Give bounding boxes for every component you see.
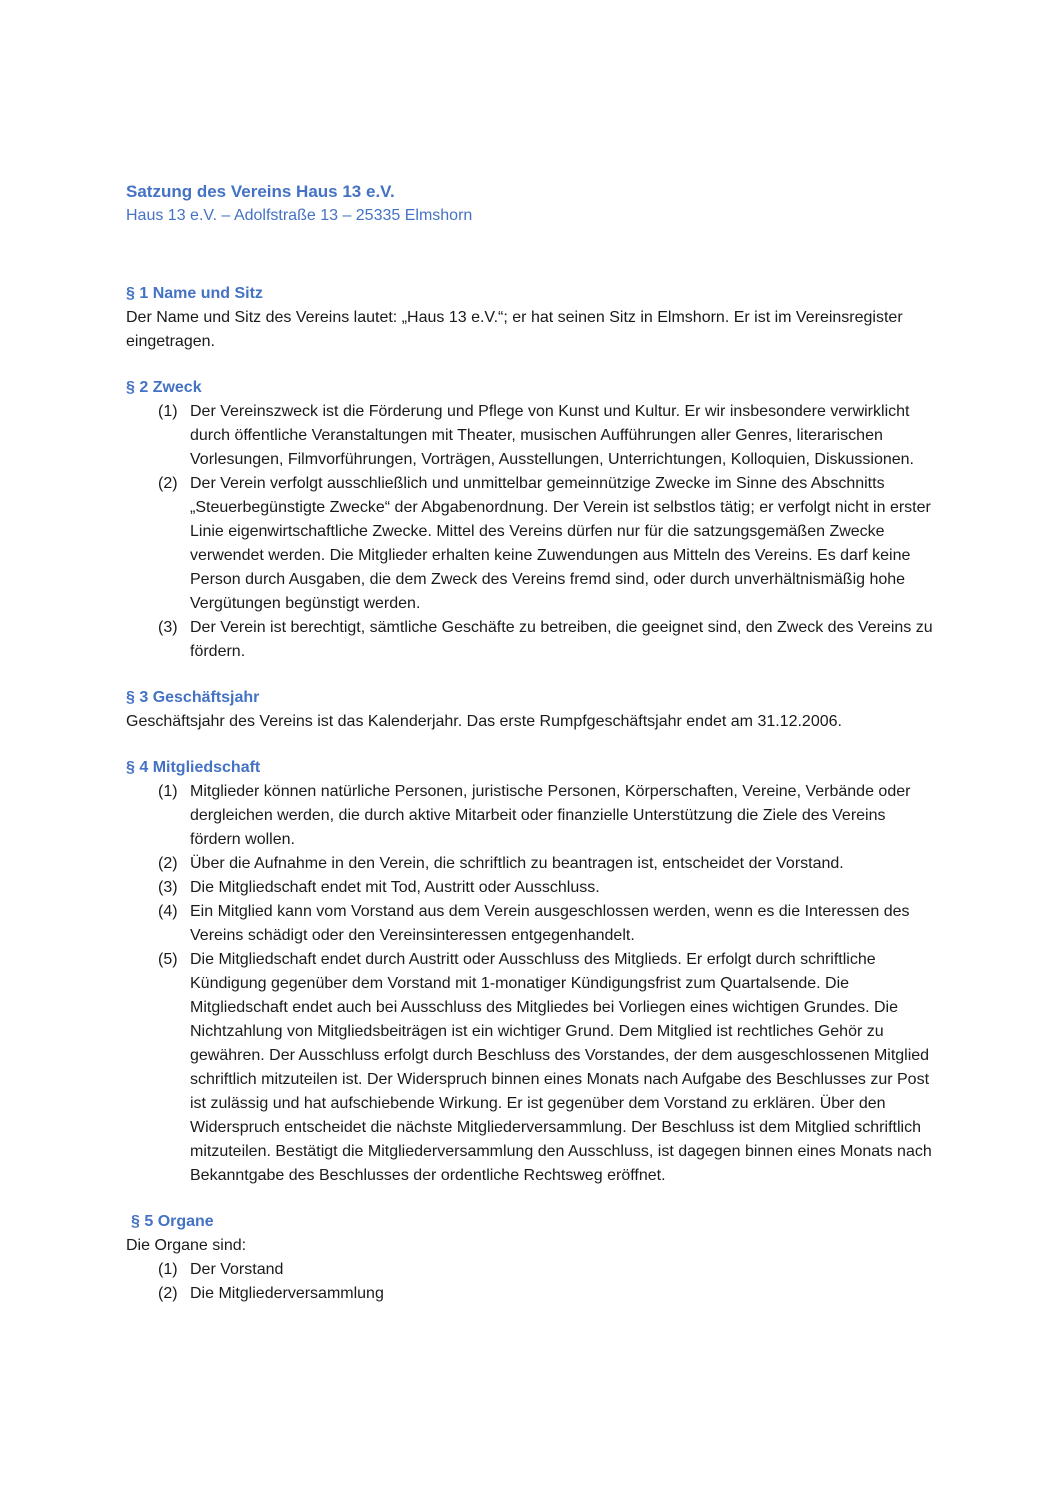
document-title: Satzung des Vereins Haus 13 e.V. bbox=[126, 182, 395, 201]
list-item-text: Die Mitgliedschaft endet mit Tod, Austritt oder Ausschluss. bbox=[190, 879, 600, 896]
list-item-text: Der Verein ist berechtigt, sämtliche Geschäfte zu betreiben, die geeignet sind, den Zweck des Vereins zu fördern. bbox=[190, 619, 933, 660]
section-membership bbox=[126, 756, 936, 1188]
list-item-text: Mitglieder können natürliche Personen, juristische Personen, Körperschaften, Vereine, Verbände oder dergleichen werden, die durch aktive Mitarbeit oder finanzielle Unterstützung die Ziele des Vereins fördern wollen. bbox=[190, 783, 911, 848]
list-item bbox=[126, 1282, 936, 1306]
list-number: (1) bbox=[158, 403, 178, 420]
numbered-list bbox=[126, 780, 936, 1188]
list-number: (2) bbox=[158, 475, 178, 492]
list-item bbox=[126, 876, 936, 900]
section-heading: § 1 Name und Sitz bbox=[126, 285, 263, 302]
list-item bbox=[126, 900, 936, 948]
numbered-list bbox=[126, 1258, 936, 1306]
list-item-text: Die Mitgliederversammlung bbox=[190, 1285, 384, 1302]
list-number: (5) bbox=[158, 951, 178, 968]
section-heading: § 3 Geschäftsjahr bbox=[126, 689, 260, 706]
list-number: (2) bbox=[158, 855, 178, 872]
list-item-text: Ein Mitglied kann vom Vorstand aus dem Verein ausgeschlossen werden, wenn es die Interessen des Vereins schädigt oder den Vereinsinteressen entgegenhandelt. bbox=[190, 903, 910, 944]
list-item bbox=[126, 400, 936, 472]
section-name-and-seat bbox=[126, 282, 936, 354]
list-item bbox=[126, 616, 936, 664]
section-purpose bbox=[126, 376, 936, 664]
section-text: Geschäftsjahr des Vereins ist das Kalenderjahr. Das erste Rumpfgeschäftsjahr endet am 31.12.2006. bbox=[126, 713, 842, 730]
list-number: (2) bbox=[158, 1285, 178, 1302]
document-page bbox=[126, 180, 936, 1328]
section-text: Der Name und Sitz des Vereins lautet: „Haus 13 e.V.“; er hat seinen Sitz in Elmshorn. Er ist im Vereinsregister eingetragen. bbox=[126, 309, 903, 350]
list-item bbox=[126, 948, 936, 1188]
section-organs bbox=[126, 1210, 936, 1306]
list-item-text: Der Vorstand bbox=[190, 1261, 284, 1278]
list-item-text: Der Verein verfolgt ausschließlich und unmittelbar gemeinnützige Zwecke im Sinne des Abschnitts „Steuerbegünstigte Zwecke“ der Abgabenordnung. Der Verein ist selbstlos tätig; er verfolgt nicht in erster Linie eigenwirtschaftliche Zwecke. Mittel des Vereins dürfen nur für die satzungsgemäßen Zwecke verwendet werden. Die Mitglieder erhalten keine Zuwendungen aus Mitteln des Vereins. Es darf keine Person durch Ausgaben, die dem Zweck des Vereins fremd sind, oder durch unverhältnismäßig hohe Vergütungen begünstigt werden. bbox=[190, 475, 931, 612]
section-fiscal-year bbox=[126, 686, 936, 734]
numbered-list bbox=[126, 400, 936, 664]
list-number: (3) bbox=[158, 619, 178, 636]
list-item-text: Der Vereinszweck ist die Förderung und Pflege von Kunst und Kultur. Er wir insbesondere verwirklicht durch öffentliche Veranstaltungen mit Theater, musischen Aufführungen aller Genres, literarischen Vorlesungen, Filmvorführungen, Vorträgen, Ausstellungen, Unterrichtungen, Kolloquien, Diskussionen. bbox=[190, 403, 914, 468]
list-number: (1) bbox=[158, 783, 178, 800]
section-text: Die Organe sind: bbox=[126, 1237, 247, 1254]
list-item bbox=[126, 852, 936, 876]
list-item-text: Die Mitgliedschaft endet durch Austritt oder Ausschluss des Mitglieds. Er erfolgt durch schriftliche Kündigung gegenüber dem Vorstand mit 1-monatiger Kündigungsfrist zum Quartalsende. Die Mitgliedschaft endet auch bei Ausschluss des Mitgliedes bei Vorliegen eines wichtigen Grundes. Die Nichtzahlung von Mitgliedsbeiträgen ist ein wichtiger Grund. Dem Mitglied ist rechtliches Gehör zu gewähren. Der Ausschluss erfolgt durch Beschluss des Vorstandes, der dem ausgeschlossenen Mitglied schriftlich mitzuteilen ist. Der Widerspruch binnen eines Monats nach Aufgabe des Beschlusses zur Post ist zulässig und hat aufschiebende Wirkung. Er ist gegenüber dem Vorstand zu erklären. Über den Widerspruch entscheidet die nächste Mitgliederversammlung. Der Beschluss ist dem Mitglied schriftlich mitzuteilen. Bestätigt die Mitgliederversammlung den Ausschluss, ist dagegen binnen eines Monats nach Bekanntgabe des Beschlusses der ordentliche Rechtsweg eröffnet. bbox=[190, 951, 932, 1184]
list-item bbox=[126, 1258, 936, 1282]
section-heading: § 5 Organe bbox=[131, 1213, 214, 1230]
list-number: (3) bbox=[158, 879, 178, 896]
section-heading: § 2 Zweck bbox=[126, 379, 202, 396]
list-number: (4) bbox=[158, 903, 178, 920]
section-heading: § 4 Mitgliedschaft bbox=[126, 759, 261, 776]
list-item-text: Über die Aufnahme in den Verein, die schriftlich zu beantragen ist, entscheidet der Vorstand. bbox=[190, 855, 844, 872]
list-number: (1) bbox=[158, 1261, 178, 1278]
document-subtitle: Haus 13 e.V. – Adolfstraße 13 – 25335 Elmshorn bbox=[126, 207, 473, 224]
list-item bbox=[126, 472, 936, 616]
list-item bbox=[126, 780, 936, 852]
